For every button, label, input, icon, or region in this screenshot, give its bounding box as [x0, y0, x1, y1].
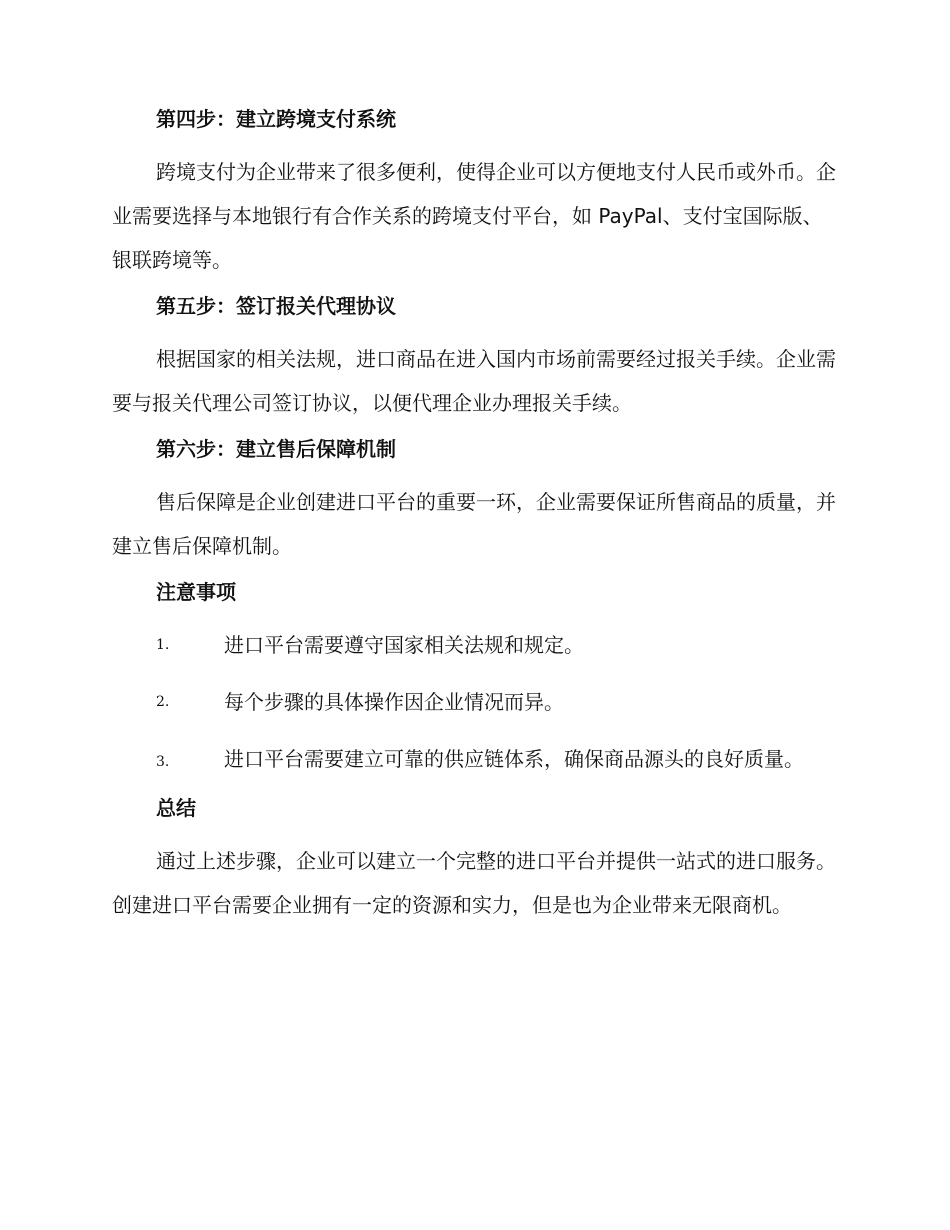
summary-heading: 总结 — [156, 796, 196, 820]
list-number: 2. — [156, 694, 170, 710]
step5-heading: 第五步：签订报关代理协议 — [156, 294, 396, 318]
document-content — [112, 108, 836, 927]
list-text: 进口平台需要建立可靠的供应链体系，确保商品源头的良好质量。 — [224, 747, 804, 771]
notes-item-1 — [112, 623, 836, 667]
notes-item-3: 3. 进口平台需要建立可靠的供应链体系，确保商品源头的良好质量。 — [156, 747, 804, 771]
step6-paragraph: 售后保障是企业创建进口平台的重要一环，企业需要保证所售商品的质量，并建立售后保障机制。 — [112, 490, 836, 558]
list-number: 1. — [156, 637, 170, 653]
list-text: 进口平台需要遵守国家相关法规和规定。 — [224, 633, 584, 657]
notes-heading: 注意事项 — [156, 580, 236, 604]
step4-paragraph: 跨境支付为企业带来了很多便利，使得企业可以方便地支付人民币或外币。企业需要选择与本地银行有合作关系的跨境支付平台，如 PayPal、支付宝国际版、银联跨境等。 — [112, 160, 836, 272]
step6-heading: 第六步：建立售后保障机制 — [156, 437, 396, 461]
step4-heading: 第四步：建立跨境支付系统 — [156, 107, 396, 131]
summary-paragraph: 通过上述步骤，企业可以建立一个完整的进口平台并提供一站式的进口服务。创建进口平台需要企业拥有一定的资源和实力，但是也为企业带来无限商机。 — [112, 849, 836, 917]
notes-item-2 — [112, 680, 836, 724]
step5-paragraph: 根据国家的相关法规，进口商品在进入国内市场前需要经过报关手续。企业需要与报关代理公司签订协议，以便代理企业办理报关手续。 — [112, 347, 836, 415]
list-text: 每个步骤的具体操作因企业情况而异。 — [224, 690, 564, 714]
